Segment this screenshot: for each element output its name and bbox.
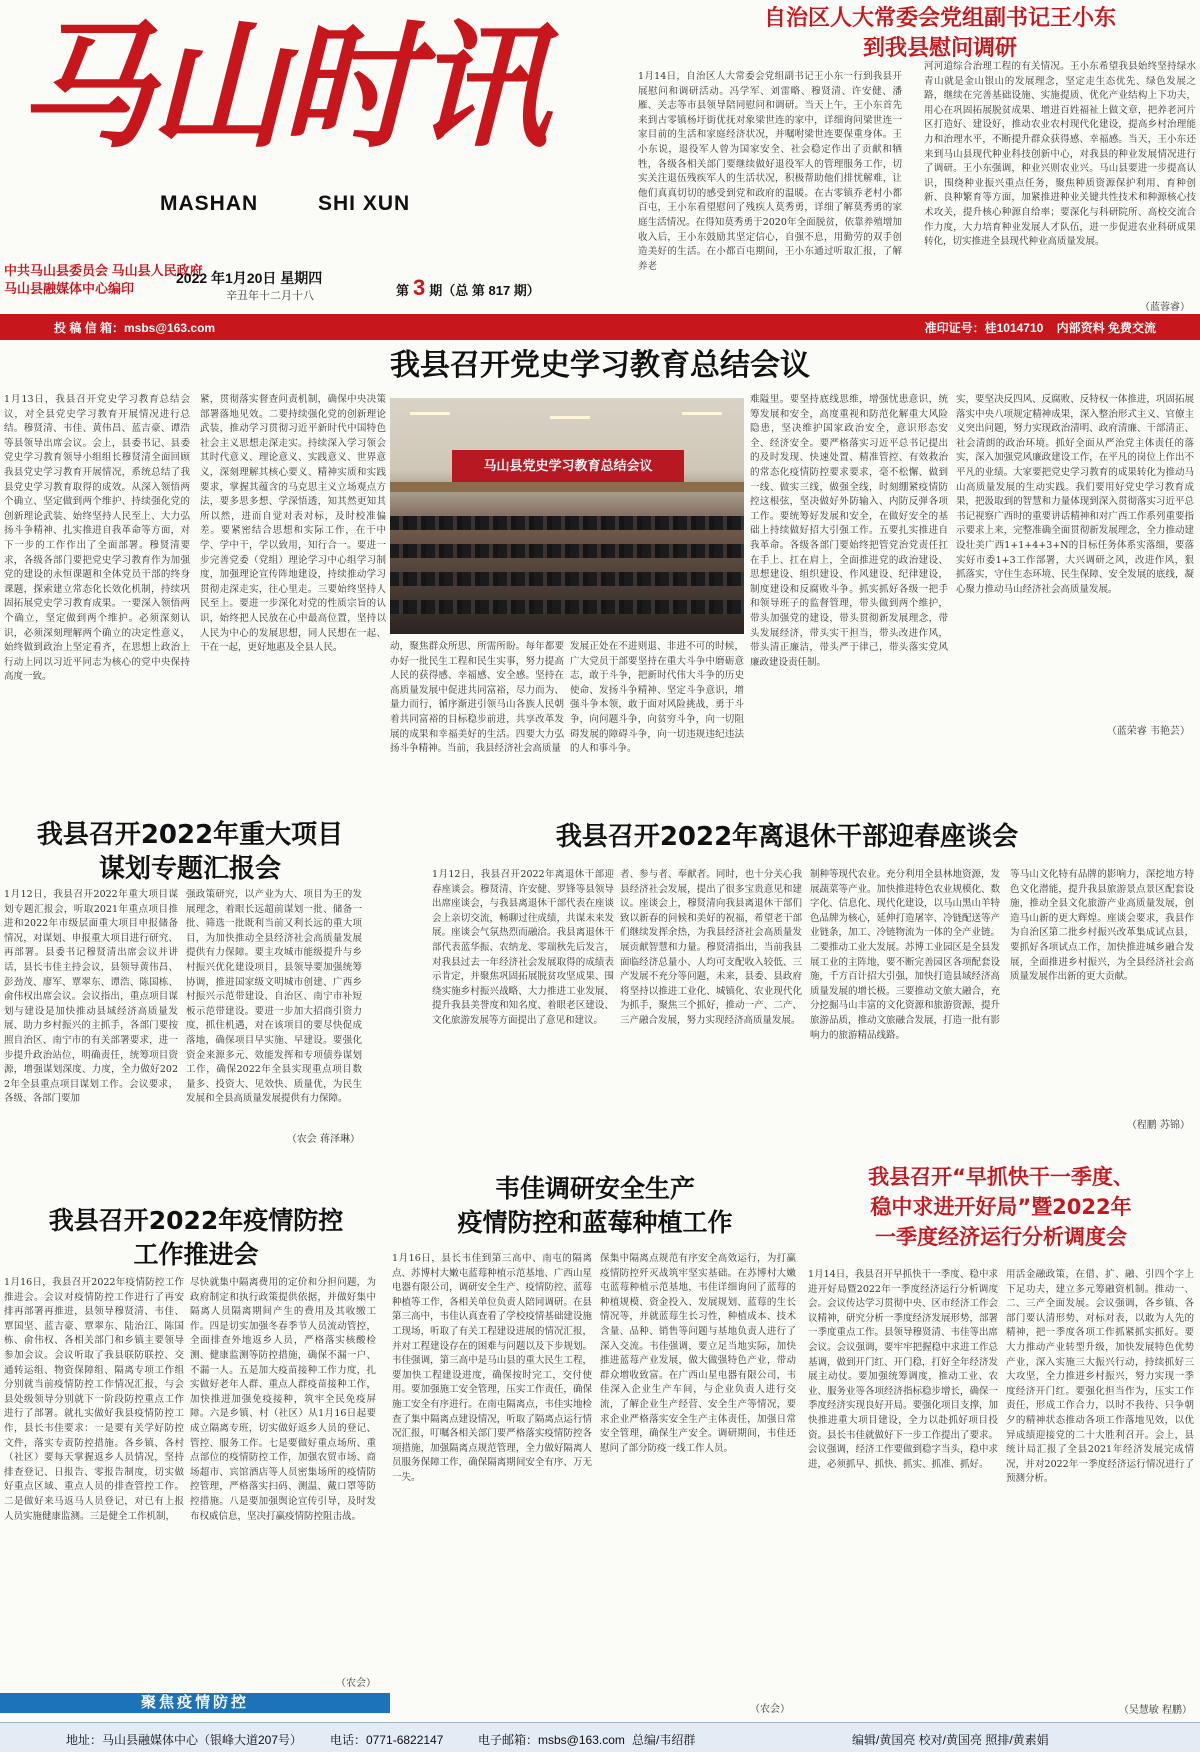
dateline: 2022 年1月20日 星期四 bbox=[176, 270, 323, 286]
issue-suffix: 期（总 第 817 期） bbox=[429, 283, 540, 298]
quarter-column-2: 用活金融政策，在借、扩、融、引四个字上下足功夫，建立多元筹融资机制。推动一、二、三产全面发展。会议强调，各乡镇、各部门要认清形势、对标对表，以敢为人先的精神，把一季度各项工作抓紧抓实抓好。要大力推动产业转型升级，加快发展特色优势产业，深入实施三大振兴行动，持续抓好三大攻坚，全力推进乡村振兴，努力实现一季度经济开门红。要强化担当作为，压实工作责任，形成工作合力，以时不我待、只争朝夕的精神状态推动各项工作落地见效，以优异成绩迎接党的二十大胜利召开。会上，县统计局汇报了全县2021年经济发展完成情况，并对2022年一季度经济运行情况进行了预测分析。 bbox=[1006, 1269, 1194, 1485]
audience-row bbox=[390, 572, 744, 586]
ceiling-light bbox=[682, 412, 722, 415]
meeting-photo bbox=[390, 398, 744, 634]
weijia-column-1: 1月16日，县长韦佳到第三高中、南屯的隔离点、苏博村大嫩屯蓝莓种植示范基地、广西山星电器有限公司，调研安全生产、疫情防控、蓝莓种植等工作，各相关单位负责人陪同调研。在县第三高中，韦佳认真查看了学校疫情基础建设施工现场，听取了有关工程建设进展的情况汇报，并对工程建设存在的困难与问题以及下步规划。韦佳强调，第三高中是马山县的重大民生工程，要加快工程建设进度，确保按时完工，交付使用。要加强施工安全管理，压实工作责任，确保施工安全有序进行。在南屯隔离点，韦佳实地检查了集中隔离点建设情况，听取了隔离点运行情况汇报，叮嘱各相关部门要严格落实疫情防控各项措施，加强隔离点规范管理，全力做好隔离人员服务保障工作，确保隔离期间安全有序、万无一失。 bbox=[392, 1253, 592, 1483]
projects-byline: （农会 蒋泽琳） bbox=[286, 1134, 360, 1145]
dangshi-column-1: 1月13日，我县召开党史学习教育总结会议，对全县党史学习教育开展情况进行总结。穆贤清、韦佳、黄伟昌、蓝吉豪、谭浩等县领导出席会议。会上，县委书记、县委党史学习教育领导小组组长穆贤清全面回顾我县党史学习教育开展情况，系统总结了我县党史学习教育取得的成效。从深入领悟两个确立、坚定做到两个维护、持续强化党的创新理论武装、始终坚持人民至上、大力弘扬斗争精神、扎实推进自我革命等方面，对下一步的工作作出了全面部署。穆贤清要求，各级各部门要把党史学习教育作为加强党的建设的永恒课题和全体党员干部的终身课题，探索建立常态化长效化机制，持续巩固拓展党史学习教育成果。一要深入领悟两个确立，坚定做到两个维护。必须深刻认识，必须深刻理解两个确立的决定性意义，始终做到政治上坚定看齐，在思想上政治上行动上同以习近平同志为核心的党中央保持高度一致。 bbox=[4, 394, 190, 683]
ceiling-light bbox=[410, 412, 450, 415]
ceiling-light bbox=[550, 416, 590, 419]
audience-row bbox=[390, 600, 744, 614]
info-bar bbox=[0, 314, 1200, 340]
pinyin-left: MASHAN bbox=[160, 192, 259, 215]
dangshi-column-3: 动，聚焦群众所思、所需所盼。每年都要办好一批民生工程和民生实事，努力提高人民的获得感、幸福感、安全感。坚持在高质量发展中促进共同富裕，尽力而为、量力而行，循序渐进引领马山各族人民朝着共同富裕的目标稳步前进，共享改革发展的成果和幸福美好的生活。四要大力弘扬斗争精神。当前，我县经济社会高质量 bbox=[390, 641, 564, 755]
wang-column-1: 1月14日，自治区人大常委会党组副书记王小东一行到我县开展慰问和调研活动。冯学军、刘雷略、穆贤清、许安健、潘雁、关志等市县领导陪同慰问和调研。当天上午，王小东首先来到古零镇杨圩街优抚对象梁世连的家中，详细询问梁世连一家目前的生活和家庭经济状况，并嘱咐梁世连要保重身体。王小东说，退役军人曾为国家安全、社会稳定作出了贡献和牺牲，各级各相关部门要继续做好退役军人的管理服务工作，切实关注退伍残疾军人的生活状况，积极帮助他们排忧解难，让他们真真切切的感受到党和政府的温暖。在古零镇乔老村小都百屯，王小东看望慰问了残疾人莫秀勇，详细了解莫秀勇的家庭生活情况。在得知莫秀勇于2020年全面脱贫，依靠养殖增加收入后，王小东鼓励其坚定信心，自强不息，用勤劳的双手创造美好的生活。在小都百屯期间，王小东通过听取汇报，了解养老 bbox=[638, 71, 902, 272]
dangshi-headline: 我县召开党史学习教育总结会议 bbox=[390, 348, 810, 383]
submission-email: 投 稿 信 箱：msbs@163.com bbox=[54, 321, 216, 335]
retirees-column-4: 等马山文化特有品牌的影响力，深挖地方特色文化潜能，提升我县旅游景点景区配套设施，推动全县文化旅游产业高质量发展，创造马山新的更大辉煌。座谈会要求，我县作为自治区第二批乡村振兴改革集成试点县，要抓好各项试点工作，加快推进城乡融合发展，全面推进乡村振兴，为全县经济社会高质量发展作出新的更大贡献。 bbox=[1010, 869, 1194, 983]
footer-email: 电子邮箱：msbs@163.com bbox=[478, 1733, 625, 1747]
dangshi-byline: （蓝荣睿 韦艳芸） bbox=[1106, 726, 1190, 737]
projects-column-2: 强政策研究，以产业为大、项目为王的发展理念，着眼长远超前谋划一批、储备一批、筛选一批既利当前又利长远的重大项目，为加快推动全县经济社会高质量发展提供有力保障。要主攻城市能级提升与乡村振兴优化建设项目，县领导要加强统筹协调，推进国家级文明城市创建、广西乡村振兴示范带建设、自治区、南宁市补短板示范带建设。要进一步加大招商引资力度，抓住机遇，对在该项目的要尽快促成落地，确保项目早实施、早建设。要强化资金来源多元、效能发挥和专项债券谋划工作，确保2022年全县实现重点项目数量多、投资大、见效快、质量优，为民生发展和全县高质量发展提供有力保障。 bbox=[186, 889, 362, 1105]
quarter-byline: （吴慧敏 程鹏） bbox=[1118, 1705, 1192, 1716]
page-footer bbox=[0, 1722, 1200, 1752]
wang-headline bbox=[690, 4, 1190, 64]
photo-banner: 马山县党史学习教育总结会议 bbox=[452, 450, 684, 482]
permit-number: 准印证号：桂1014710 bbox=[924, 321, 1044, 335]
permit-info bbox=[925, 319, 1156, 336]
footer-phone: 电话：0771-6822147 bbox=[330, 1733, 444, 1747]
epidemic-title-line2: 工作推进会 bbox=[133, 1240, 259, 1269]
issue-number bbox=[396, 275, 540, 301]
dangshi-column-5: 难隘里。要坚持底线思维，增强忧患意识，统筹发展和安全，高度重视和防范化解重大风险隐患，坚决维护国家政治安全，意识形态安全、经济安全。要严格落实习近平总书记提出的及时发现、快速处置、精准管控、有效救治的常态化疫情防控要求要求，毫不松懈、做到一线、做实三线，做强全线，时刻绷紧疫情防控这根弦，坚决做好外防输入、内防反弹各项工作。要统筹好发展和安全，在做好安全的基础上持续做好招大引强工作。五要扎实推进自我革命。各级各部门要始终把管党治党责任扛在手上、扛在肩上，全面推进党的政治建设、思想建设、组织建设、作风建设、纪律建设，制度建设和反腐败斗争。抓实抓好各级一把手和领导班子的监督管理，带头做到两个维护，带头加强党的建设，带头贯彻新发展理念，带头发展经济，带头实干担当，带头改进作风，带头清正廉洁，带头严于律己，带头落实党风廉政建设责任制。 bbox=[750, 394, 948, 668]
quarter-title-line2: 稳中求进开好局”暨2022年 bbox=[870, 1195, 1132, 1219]
issue-prefix: 第 bbox=[396, 283, 410, 298]
issue-number-value: 3 bbox=[413, 275, 426, 300]
stage-table bbox=[390, 482, 744, 492]
wang-title-line1: 自治区人大常委会党组副书记王小东 bbox=[763, 6, 1116, 31]
epidemic-byline: （农会） bbox=[336, 1678, 376, 1689]
projects-title-line2: 谋划专题汇报会 bbox=[98, 854, 281, 884]
dangshi-column-2: 紧，贯彻落实督查问责机制，确保中央决策部署落地见效。二要持续强化党的创新理论武装，推动学习贯彻习近平新时代中国特色社会主义思想走深走实。持续深入学习领会其时代意义、理论意义、实践意义、世界意义，深刻理解其核心要义、精神实质和实践要求，掌握其蕴含的马克思主义立场观点方法，要多思多想、学深悟透，知其然更知其所以然，进而自觉对表对标，及时校准偏差。要紧密结合思想和实际工作，在干中学、学中干，学以致用，知行合一。要进一步完善党委（党组）理论学习中心组学习制度，加强理论宣传阵地建设，持续推动学习贯彻走深走实，往心里走。三要始终坚持人民至上。要进一步深化对党的性质宗旨的认识，始终把人民放在心中最高位置，坚持以人民为中心的发展思想，同人民想在一起、干在一起，更好地惠及全县人民。 bbox=[200, 394, 386, 654]
lunar-date: 辛丑年十二月十八 bbox=[226, 290, 314, 302]
wang-title-line2: 到我县慰问调研 bbox=[862, 36, 1017, 61]
epidemic-title-line1: 我县召开2022年疫情防控 bbox=[48, 1206, 344, 1235]
weijia-title-line2: 疫情防控和蓝莓种植工作 bbox=[457, 1208, 733, 1237]
sponsor-line2: 马山县融媒体中心编印 bbox=[4, 281, 135, 296]
projects-column-1: 1月12日，我县召开2022年重大项目谋划专题汇报会，听取2021年重点项目推进和2022年市级层面重大项目申报储备情况，对谋划、申报重大项目进行研究、再部署。县委书记穆贤清出席会议并讲话，县长韦佳主持会议，县领导黄伟昌、彭劲茂、廖军、覃翠东、谭浩、陈国栋、俞伟权出席会议。会议指出，重点项目谋划与建设是加快推动县域经济高质量发展、助力乡村振兴的主抓手，各部门要按照自治区、南宁市的有关部署要求，进一步提升政治站位，明确责任，统筹项目资源，增强谋划深度、力度，全力做好2022年全县重点项目谋划工作。会议要求，各级、各部门要加 bbox=[4, 889, 178, 1105]
audience-row bbox=[390, 544, 744, 558]
dangshi-column-4: 发展正处在不进则退、非进不可的时候，广大党员干部要坚持在重大斗争中磨砺意志，敢于斗争，把新时代伟大斗争的历史使命、发扬斗争精神、坚定斗争意识，增强斗争本领，敢于面对风险挑战，勇于斗争，向问题斗争，向贫穷斗争，向一切阻碍发展的障碍斗争，向一切违规违纪违法的人和事斗争。 bbox=[570, 641, 744, 755]
retirees-column-1: 1月12日，我县召开2022年离退休干部迎春座谈会。穆贤清、许安健、罗锋等县领导出席座谈会，与我县离退休干部代表在座谈会上亲切交流，畅聊过往成绩，共谋未来发展。座谈会气氛热烈而融洽。我县离退休干部代表蓝华振、农纳龙、零瑞秋先后发言，对我县过去一年经济社会发展取得的成绩表示肯定，并聚焦巩固拓展脱贫攻坚成果、围绕实施乡村振兴战略、大力推进工业发展、提升我县美誉度和知名度、着眼老区建设、文化旅游发展等方面提出了意见和建议。 bbox=[432, 869, 614, 1026]
wang-byline: （蓝蓉睿） bbox=[1140, 302, 1190, 313]
sponsor-block bbox=[4, 262, 203, 298]
retirees-column-3: 制种等现代农业。充分利用全县林地资源，发展蔬菜等产业。加快推进特色农业规模化、数字化、信息化、现代化建设，以马山黑山羊特色品牌为核心，延伸打造屠宰、冷链配送等产业链条，加工、冷链物流为一体的全产业链。二要推动工业大发展。苏博工业园区是全县发展工业的主阵地，要不断完善园区各项配套设施，千方百计招大引强，加快打造县域经济高质量发展的增长极。三要推动文旅大融合，充分挖掘马山丰富的文化资源和旅游资源，提升旅游品质，推动文旅融合发展，打造一批有影响力的旅游精品线路。 bbox=[810, 869, 1000, 1041]
sponsor-line1: 中共马山县委员会 马山县人民政府 bbox=[4, 263, 203, 278]
retirees-headline: 我县召开2022年离退休干部迎春座谈会 bbox=[555, 822, 1019, 852]
quarter-headline bbox=[806, 1162, 1196, 1252]
pinyin-right: SHI XUN bbox=[318, 192, 411, 215]
epidemic-column-1: 1月16日，我县召开2022年疫情防控工作推进会。会议对疫情防控工作进行了再安排再部署再推进，县领导穆贤清、韦佳、覃国坚、蓝吉豪、覃翠东、陆治江、陈国栋、俞伟权、各相关部门和乡镇主要领导参加会议。会议听取了我县联防联控、交通转运组、物资保障组、隔离专项工作组分别就当前疫情防控工作情况汇报，与会县处级领导分别就下一阶段防控重点工作进行了部署。就扎实做好我县疫情防控工作，县长韦佳要求：一是要有关学好防控文件，落实专责防控措施。各乡镇、各村（社区）要每天掌握返乡人员情况，坚持排查登记、日报告、零报告制度，切实做好重点区域、重点人员的排查管控工作。二是做好来马返马人员登记，对已有上报人员实施健康监测。三是健全工作机制， bbox=[4, 1277, 184, 1522]
weijia-byline: （农会） bbox=[750, 1704, 790, 1715]
retirees-column-2: 者、参与者、奉献者。同时，也十分关心我县经济社会发展，提出了很多宝贵意见和建议。座谈会上，穆贤清向我县离退休干部们致以新春的问候和美好的祝福，希望老干部们继续发挥余热，为我县经济社会高质量发展贡献智慧和力量。穆贤清指出，当前我县面临经济总量小、人均可支配收入较低、三产发展不充分等问题，未来，县委、县政府将坚持以推进工业化、城镇化、农业现代化为抓手，聚焦三个抓好，推动一产、二产、三产融合发展，努力实现经济高质量发展。 bbox=[620, 869, 802, 1026]
epidemic-column-2: 尽快就集中隔离费用的定价和分担问题，为政府制定和执行政策提供依据，并做好集中隔离人员隔离期间产生的费用及其收缴工作。四是切实加强冬春季节人员流动管控，全面排查外地返乡人员，严格落实核酸检测、健康监测等防控措施，确保不漏一户、不漏一人。五是加大疫苗接种工作力度，扎实做好老年人群、重点人群疫苗接种工作，加快推进加强免疫接种，筑牢全民免疫屏障。六是乡镇、村（社区）从1月16日起要成立隔离专班，切实做好返乡人员的登记、管控、服务工作。七是要做好重点场所、重点部位的疫情防控工作，加强农贸市场、商场超市、宾馆酒店等人员密集场所的疫情防控管理，严格落实扫码、测温、戴口罩等防控措施。八是要加强舆论宣传引导，及时发布权威信息，坚决打赢疫情防控阻击战。 bbox=[190, 1277, 376, 1522]
projects-title-line1: 我县召开2022年重大项目 bbox=[36, 820, 344, 850]
projects-headline bbox=[10, 818, 370, 886]
dangshi-column-6: 实，要坚决反四风、反腐败、反特权一体推进，巩固拓展落实中央八项规定精神成果，深入整治形式主义、官僚主义突出问题，努力实现政治清明、政府清廉、干部清正、社会清朗的政治环境。抓好全面从严治党主体责任的落实，深入加强党风廉政建设工作，在平凡的岗位上作出不平凡的业绩。大家要把党史学习教育的成果转化为推动马山高质量发展的生动实践。我们要用好党史学习教育成果，把汲取到的智慧和力量体现到深入贯彻落实习近平总书记视察广西时的重要讲话精神和对广西工作系列重要指示要求上来，完整准确全面贯彻新发展理念，全力推动建设壮美广西1+1+4+3+N的目标任务体系实落细，要落实好市委1+3工作部署，大兴调研之风，改进作风，狠抓落实，守住生态环境、民生保障、安全发展的底线，凝心聚力推动马山经济社会高质量发展。 bbox=[956, 394, 1194, 595]
quarter-column-1: 1月14日，我县召开早抓快干一季度、稳中求进开好局暨2022年一季度经济运行分析调度会。会议传达学习贯彻中央、区市经济工作会议精神，研究分析一季度经济发展形势，部署一季度重点工作。县领导穆贤清、韦佳等出席会议。会议强调，要牢牢把握稳中求进工作总基调，做到开门红、开门稳，打好全年经济发展主动仗。要加强统筹调度，推动工业、农业、服务业等各项经济指标稳步增长，确保一季度经济实现良好开局。要强化项目支撑，加快推进重大项目建设，全力以赴抓好项目投资。县长韦佳就做好下一步工作提出了要求。会议强调，经济工作要做到稳字当头，稳中求进，必须抓早、抓快、抓实、抓准、抓好。 bbox=[808, 1269, 998, 1470]
newspaper-logo: 马山时讯 bbox=[18, 7, 546, 167]
focus-epidemic-tag: 聚焦疫情防控 bbox=[0, 1693, 390, 1713]
audience-row bbox=[390, 516, 744, 530]
footer-address: 地址：马山县融媒体中心（银峰大道207号） bbox=[66, 1733, 303, 1747]
quarter-title-line1: 我县召开“早抓快干一季度、 bbox=[868, 1165, 1134, 1189]
epidemic-headline bbox=[6, 1204, 386, 1272]
weijia-headline bbox=[392, 1172, 798, 1240]
free-label: 内部资料 免费交流 bbox=[1056, 321, 1156, 335]
footer-staff: 编辑/黄国亮 校对/黄国亮 照排/黄素娟 bbox=[852, 1733, 1049, 1747]
wang-column-2: 河河道综合治理工程的有关情况。王小东希望我县始终坚持绿水青山就是金山银山的发展理念，坚定走生态优先、绿色发展之路，继续在完善基础设施、实施提质、优化产业结构上下功夫，用心在巩固拓展脱贫成果、增进百姓福祉上做文章，把养老河片区打造好、建设好，推动农业农村现代化建设，提高乡村治理能力和治理水平，不断提升群众获得感、幸福感。当天，王小东还来到马山县现代种业科技创新中心，对我县的种业发展情况进行了调研。王小东强调，种业兴则农业兴。马山县要进一步提高认识，围绕种业振兴重点任务，聚焦种质资源保护利用、育种创新、良种繁育等方面，加紧推进种业关键共性技术和种源核心技术攻关，提升核心种源自给率；要深化与科研院所、高校交流合作力度，大力培育种业发展人才队伍，进一步促进农业科研成果转化，切实推进全县现代种业高质量发展。 bbox=[924, 61, 1196, 248]
weijia-title-line1: 韦佳调研安全生产 bbox=[494, 1174, 695, 1203]
quarter-title-line3: 一季度经济运行分析调度会 bbox=[875, 1225, 1127, 1249]
weijia-column-2: 保集中隔离点规范有序安全高效运行，为打赢疫情防控歼灭战筑牢坚实基础。在苏博村大嫩屯蓝莓种植示范基地，韦佳详细询问了蓝莓的种植规模、资金投入、发展规划、蓝莓的生长情况等，并就蓝莓生长习性，种植成本、技术含量、品种、销售等问题与基地负责人进行了深入交流。韦佳强调，要立足当地实际，加快推进蓝莓产业发展，做大做强特色产业，带动群众增收致富。在广西山星电器有限公司，韦佳深入企业生产车间，与企业负责人进行交流，了解企业生产经营、安全生产等情况，要求企业严格落实安全生产主体责任，加强日常安全管理，确保生产安全。调研期间，韦佳还慰问了部分防疫一线工作人员。 bbox=[600, 1253, 796, 1454]
footer-chief-editor: 总编/韦绍群 bbox=[632, 1733, 696, 1747]
retirees-byline: （程鹏 苏锦） bbox=[1126, 1120, 1190, 1131]
